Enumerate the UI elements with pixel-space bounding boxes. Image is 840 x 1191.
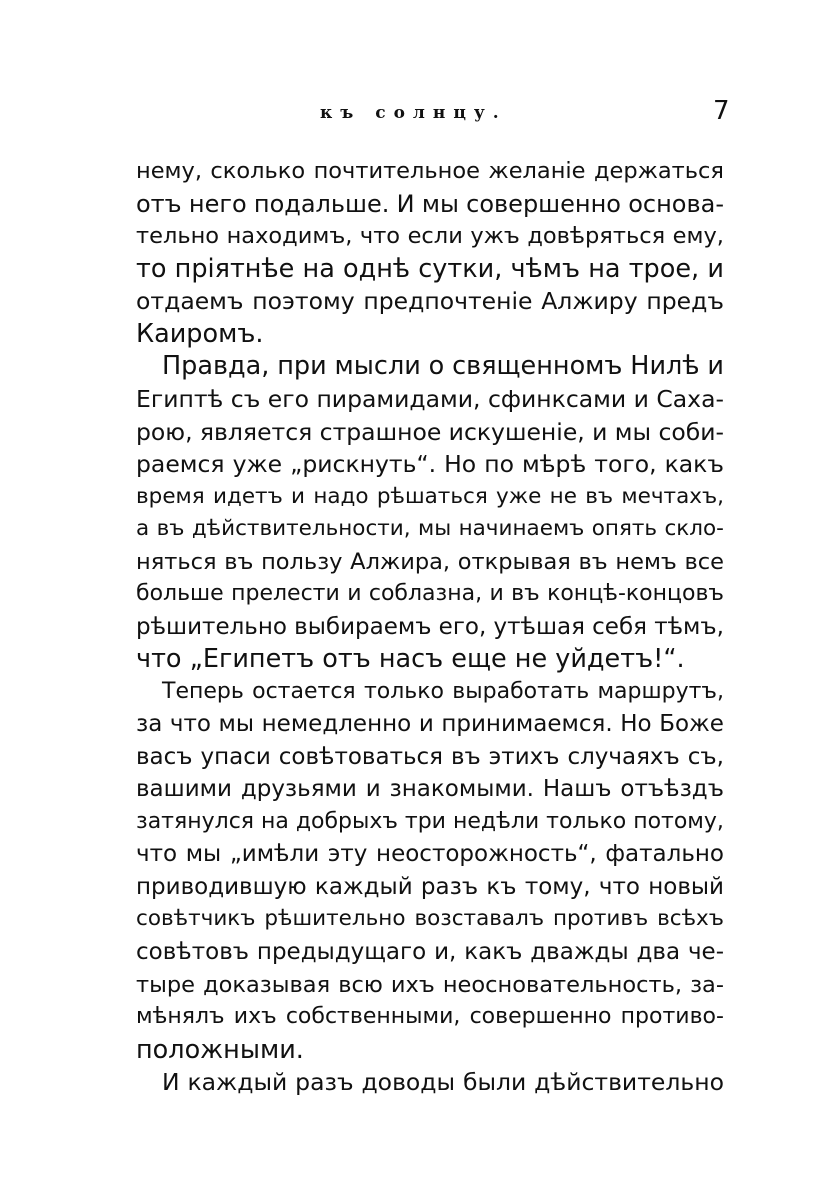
text-line: а въ дѣйствительности, мы начинаемъ опять скло- xyxy=(136,516,724,541)
text-line: рою, является страшное искушеніе, и мы соби- xyxy=(136,418,724,446)
text-line: вашими друзьями и знакомыми. Нашъ отъѣздъ xyxy=(136,776,724,802)
text-line: отъ него подальше. И мы совершенно основа- xyxy=(136,190,724,218)
running-head: къ солнцу. xyxy=(320,103,507,123)
text-line: совѣтовъ предыдущаго и, какъ дважды два че- xyxy=(136,939,724,965)
text-line: нему, сколько почтительное желаніе держаться xyxy=(136,158,724,184)
text-line: тельно находимъ, что если ужъ довѣряться ему, xyxy=(136,223,724,249)
text-line: васъ упаси совѣтоваться въ этихъ случаяхъ съ, xyxy=(136,744,724,770)
text-line: то пріятнѣе на однѣ сутки, чѣмъ на трое, и xyxy=(136,254,724,284)
text-line: отдаемъ поэтому предпочтеніе Алжиру предъ xyxy=(136,287,724,315)
text-line: Каиромъ. xyxy=(136,319,264,349)
text-line: няться въ пользу Алжира, открывая въ немъ все xyxy=(136,549,724,575)
text-line: мѣнялъ ихъ собственными, совершенно противо- xyxy=(136,1004,724,1029)
text-line: за что мы немедленно и принимаемся. Но Боже xyxy=(136,711,724,737)
text-line: Египтѣ съ его пирамидами, сфинксами и Саха- xyxy=(136,385,724,413)
text-line: что мы „имѣли эту неосторожность“, фатально xyxy=(136,841,724,867)
text-line: И каждый разъ доводы были дѣйствительно xyxy=(162,1068,724,1096)
text-line: приводившую каждый разъ къ тому, что новый xyxy=(136,874,724,900)
text-line: затянулся на добрыхъ три недѣли только потому, xyxy=(136,809,724,834)
text-line: Правда, при мысли о священномъ Нилѣ и xyxy=(162,351,724,381)
text-line: время идетъ и надо рѣшаться уже не въ мечтахъ, xyxy=(136,484,724,509)
text-line: что „Египетъ отъ насъ еще не уйдетъ!“. xyxy=(136,644,685,674)
text-line: тыре доказывая всю ихъ неосновательность, за- xyxy=(136,972,724,998)
text-line: раемся уже „рискнуть“. Но по мѣрѣ того, какъ xyxy=(136,450,724,478)
text-line: рѣшительно выбираемъ его, утѣшая себя тѣмъ, xyxy=(136,614,724,640)
text-line: положными. xyxy=(136,1035,304,1065)
page-number: 7 xyxy=(713,96,730,126)
text-line: больше прелести и соблазна, и въ концѣ-концовъ xyxy=(136,581,724,606)
text-line: совѣтчикъ рѣшительно возставалъ противъ всѣхъ xyxy=(136,906,724,931)
text-line: Теперь остается только выработать маршрутъ, xyxy=(162,679,724,704)
